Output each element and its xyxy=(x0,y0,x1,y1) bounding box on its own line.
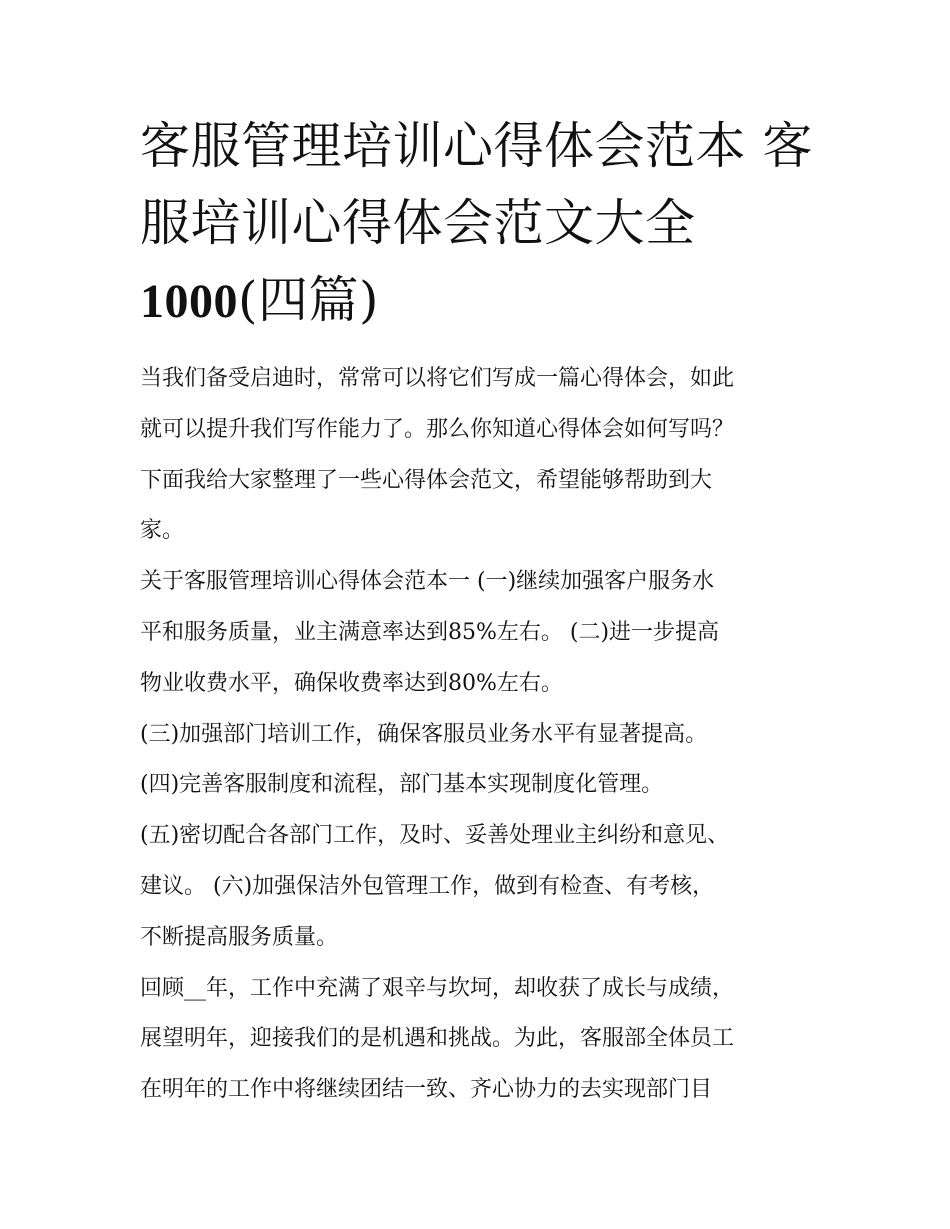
body-line: (四)完善客服制度和流程，部门基本实现制度化管理。 xyxy=(140,772,664,798)
body-line: (五)密切配合各部门工作，及时、妥善处理业主纠纷和意见、 xyxy=(140,823,730,849)
body-line: 在明年的工作中将继续团结一致、齐心协力的去实现部门目 xyxy=(140,1077,713,1103)
title-line-2: 服培训心得体会范文大全 xyxy=(140,194,696,252)
body-line: 不断提高服务质量。 xyxy=(140,924,339,950)
document-body xyxy=(140,354,840,1116)
document-title xyxy=(140,108,830,339)
body-line: 平和服务质量，业主满意率达到85%左右。 (二)进一步提高 xyxy=(140,619,720,645)
body-line: 家。 xyxy=(140,518,185,544)
body-line: 下面我给大家整理了一些心得体会范文，希望能够帮助到大 xyxy=(140,467,713,493)
title-line-1: 客服管理培训心得体会范本 客 xyxy=(140,117,813,175)
body-line: 当我们备受启迪时，常常可以将它们写成一篇心得体会，如此 xyxy=(140,366,735,391)
title-line-3 xyxy=(140,262,830,339)
body-line: (三)加强部门培训工作，确保客服员业务水平有显著提高。 xyxy=(140,721,708,747)
title-number: 1000 xyxy=(140,275,238,328)
body-line: 回顾__年，工作中充满了艰辛与坎坷，却收获了成长与成绩， xyxy=(140,975,735,1001)
title-suffix: (四篇) xyxy=(238,271,380,329)
body-line: 关于客服管理培训心得体会范本一 (一)继续加强客户服务水 xyxy=(140,569,715,595)
body-line: 物业收费水平，确保收费率达到80%左右。 xyxy=(140,670,563,696)
body-line: 建议。 (六)加强保洁外包管理工作，做到有检查、有考核， xyxy=(140,873,715,899)
body-line: 展望明年，迎接我们的是机遇和挑战。为此，客服部全体员工 xyxy=(140,1026,735,1052)
body-line: 就可以提升我们写作能力了。那么你知道心得体会如何写吗？ xyxy=(140,416,735,442)
